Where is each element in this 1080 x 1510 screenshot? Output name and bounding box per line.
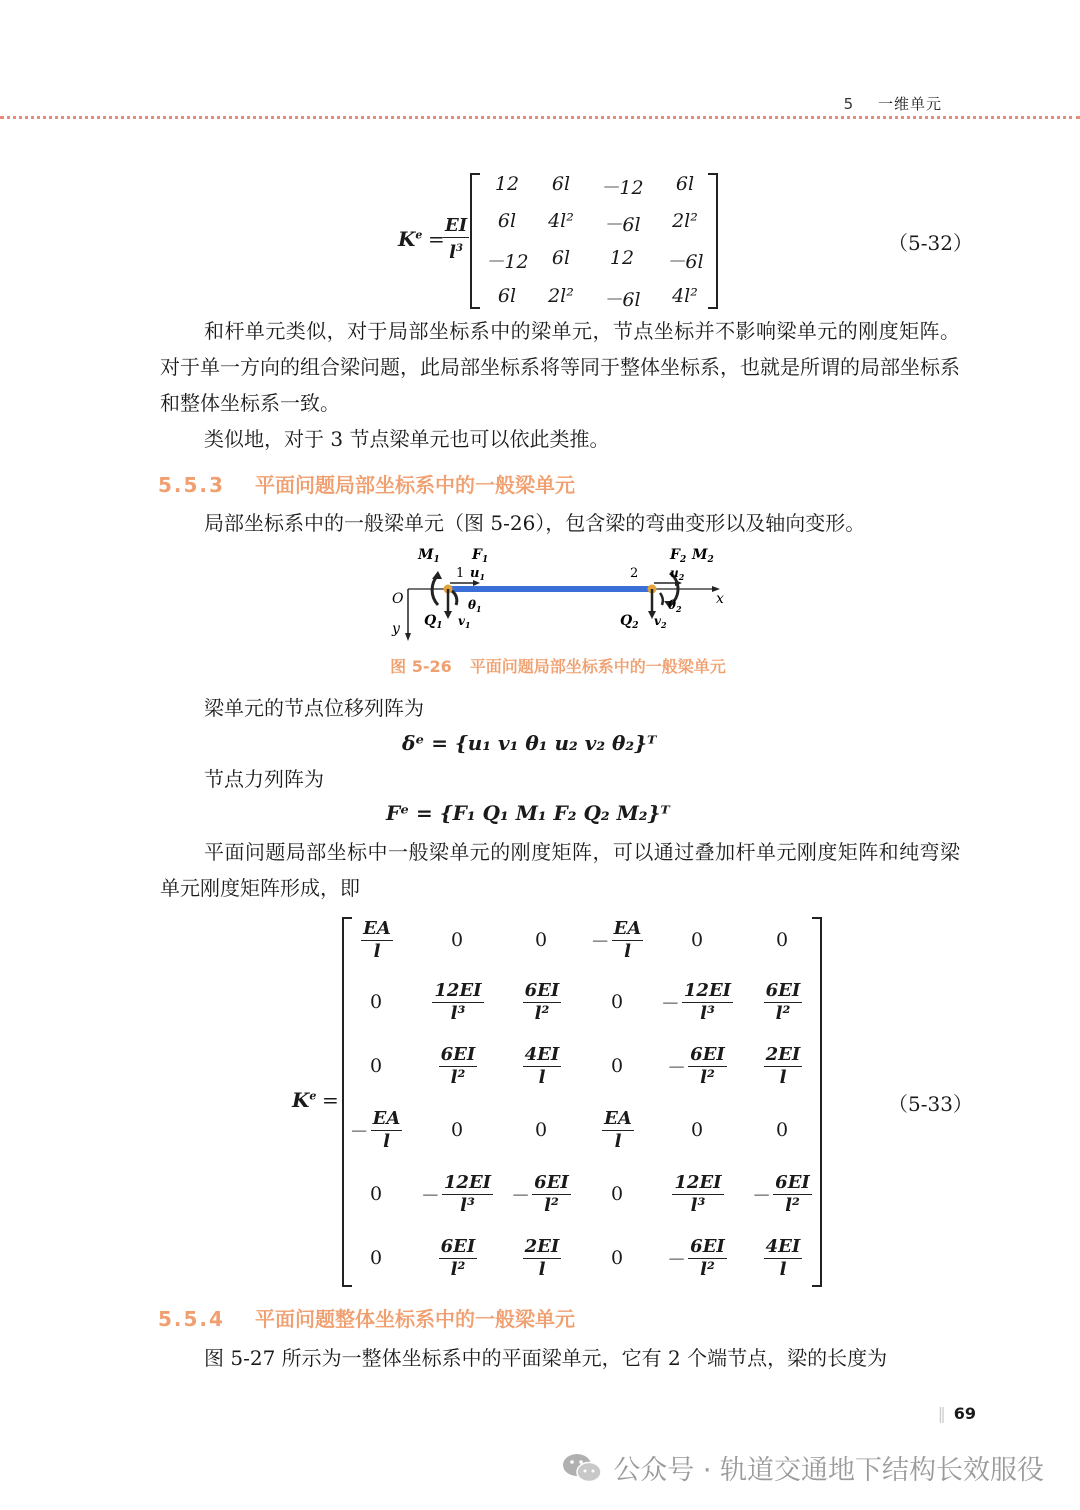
eq533-sign: －: [660, 992, 680, 1015]
wechat-icon: [561, 1450, 603, 1486]
svg-text:θ1: $\theta_1$: [468, 598, 482, 614]
eq533-fraction: $\frac{EA}{l}$: [372, 1107, 401, 1152]
eq532-cell: －6l: [666, 251, 704, 273]
eq533-cell: 0: [775, 929, 789, 951]
eq533-cell: [740, 1166, 824, 1222]
eq533-fraction: $\frac{EA}{l}$: [613, 917, 642, 962]
svg-text:y: y: [392, 621, 400, 637]
eq533-cell: 0: [450, 1119, 464, 1141]
eq532-cell: 4l²: [672, 285, 698, 307]
svg-text:F2: $F_2$: [670, 547, 687, 565]
paragraph-1: 和杆单元类似，对于局部坐标系中的梁单元，节点坐标并不影响梁单元的刚度矩阵。对于单一方向的组合梁问题，此局部坐标系将等同于整体坐标系，也就是所谓的局部坐标系和整体坐标系一致。: [160, 319, 960, 415]
eq532-lhs: $K^e$: [398, 227, 423, 251]
eq533-cell: [415, 1038, 499, 1094]
svg-text:x: x: [716, 591, 724, 607]
eq532-number: （5-32）: [888, 231, 973, 255]
eq533-cell: 0: [369, 1055, 383, 1077]
eq533-fraction: $\frac{12EI}{\text{l³}}$: [443, 1171, 492, 1216]
eq533-fraction: $\frac{12EI}{\text{l³}}$: [683, 979, 732, 1024]
equation-5-32: [0, 165, 1080, 310]
paragraph-7: 图 5-27 所示为一整体坐标系中的平面梁单元，它有 2 个端节点，梁的长度为: [204, 1346, 888, 1370]
eq533-cell: 0: [690, 929, 704, 951]
figure-5-26: [380, 543, 740, 643]
eq533-fraction: $\frac{6EI}{\text{l²}}$: [765, 979, 801, 1024]
eq533-cell: [740, 974, 824, 1030]
eq533-number: （5-33）: [888, 1092, 973, 1116]
eq533-sign: －: [590, 930, 610, 953]
svg-text:M1: $M_1$: [418, 547, 440, 565]
eq533-cell: 0: [610, 991, 624, 1013]
header-rule: [0, 116, 1080, 119]
eq533-cell: [655, 1230, 739, 1286]
eq533-cell: [740, 1230, 824, 1286]
svg-text:v2: $v_2$: [654, 614, 667, 630]
eq533-cell: [575, 1102, 659, 1158]
equation-5-33: [0, 912, 1080, 1290]
eq533-sign: －: [752, 1184, 772, 1207]
figure-5-26-caption: 图 5-26 平面问题局部坐标系中的一般梁单元: [390, 657, 726, 676]
watermark: 公众号 · 轨道交通地下结构长效服役: [561, 1448, 1044, 1487]
eq533-cell: [499, 1166, 583, 1222]
eq533-cell: [334, 1102, 418, 1158]
beam: [448, 586, 652, 592]
section-5-5-3-heading: 5.5.3 平面问题局部坐标系中的一般梁单元: [158, 473, 575, 497]
eq532-cell: 2l²: [672, 210, 698, 232]
eq533-fraction: $\frac{4EI}{l}$: [524, 1043, 560, 1088]
eq533-sign: －: [420, 1184, 440, 1207]
svg-text:F1: $F_1$: [472, 547, 489, 565]
eq532-cell: 6l: [497, 210, 517, 232]
page-number: ‖ 69: [937, 1404, 976, 1423]
eq533-sign: －: [667, 1056, 687, 1079]
eq533-cell: [499, 1230, 583, 1286]
eq533-fraction: $\frac{EA}{l}$: [604, 1107, 632, 1152]
eq533-sign: －: [511, 1184, 531, 1207]
paragraph-5: 节点力列阵为: [204, 767, 324, 791]
eq533-fraction: $\frac{6EI}{\text{l²}}$: [775, 1171, 810, 1216]
eq532-cell: 2l²: [548, 285, 574, 307]
eq533-fraction: $\frac{6EI}{\text{l²}}$: [690, 1235, 725, 1280]
displacement-vector: δᵉ = {u₁ v₁ θ₁ u₂ v₂ θ₂}ᵀ: [402, 731, 657, 755]
chapter-title: 一维单元: [877, 95, 942, 113]
eq533-cell: [499, 974, 583, 1030]
eq533-equals: =: [322, 1088, 339, 1112]
rotation-arc-2: [660, 593, 663, 605]
eq533-cell: [740, 1038, 824, 1094]
eq533-sign: －: [349, 1120, 369, 1143]
eq533-cell: [655, 1166, 739, 1222]
y-axis-arrow: [405, 633, 411, 641]
chapter-number: 5: [843, 95, 855, 113]
eq533-cell: 0: [369, 1247, 383, 1269]
eq533-cell: 0: [690, 1119, 704, 1141]
section-5-5-4-heading: 5.5.4 平面问题整体坐标系中的一般梁单元: [158, 1307, 575, 1331]
svg-text:M2: $M_2$: [692, 547, 714, 565]
eq533-cell: 0: [534, 929, 548, 951]
svg-text:1: 1: [456, 566, 465, 581]
paragraph-2: 类似地，对于 3 节点梁单元也可以依此类推。: [204, 427, 610, 451]
eq533-cell: 0: [369, 1183, 383, 1205]
eq532-cell: 6l: [497, 285, 517, 307]
eq533-cell: 0: [450, 929, 464, 951]
svg-text:O: O: [392, 591, 404, 607]
eq533-cell: 0: [534, 1119, 548, 1141]
eq533-fraction: $\frac{6EI}{\text{l²}}$: [440, 1235, 476, 1280]
eq533-fraction: $\frac{EA}{l}$: [363, 917, 391, 962]
eq532-cell: －6l: [603, 214, 641, 236]
eq533-fraction: $\frac{6EI}{\text{l²}}$: [524, 979, 560, 1024]
eq533-fraction: $\frac{12EI}{\text{l³}}$: [674, 1171, 722, 1216]
svg-text:Q2: $Q_2$: [620, 613, 639, 631]
eq533-cell: [415, 1166, 499, 1222]
eq533-fraction: $\frac{6EI}{\text{l²}}$: [440, 1043, 476, 1088]
eq533-fraction: $\frac{2EI}{l}$: [765, 1043, 801, 1088]
eq532-factor: $\frac{EI}{l^3}$: [445, 215, 468, 263]
svg-text:u2: $u_2$: [670, 566, 685, 582]
eq532-cell: －6l: [603, 289, 641, 311]
eq533-cell: 0: [610, 1055, 624, 1077]
eq533-fraction: $\frac{2EI}{l}$: [524, 1235, 560, 1280]
eq533-cell: [499, 1038, 583, 1094]
running-header: [844, 93, 942, 114]
svg-text:u1: $u_1$: [470, 566, 486, 582]
eq533-cell: [334, 912, 418, 968]
eq533-sign: －: [667, 1248, 687, 1271]
eq532-cell: 4l²: [548, 210, 574, 232]
svg-text:2: 2: [630, 566, 639, 581]
paragraph-3: 局部坐标系中的一般梁单元（图 5-26），包含梁的弯曲变形以及轴向变形。: [204, 511, 866, 535]
eq533-cell: [415, 974, 499, 1030]
eq533-fraction: $\frac{12EI}{\text{l³}}$: [434, 979, 482, 1024]
eq533-cell: [575, 912, 659, 968]
svg-text:θ2: $\theta_2$: [668, 598, 682, 614]
eq532-cell: －12: [600, 177, 644, 199]
eq532-cell: －12: [485, 251, 529, 273]
eq533-fraction: $\frac{6EI}{\text{l²}}$: [690, 1043, 725, 1088]
eq533-fraction: $\frac{4EI}{l}$: [765, 1235, 801, 1280]
eq533-cell: 0: [610, 1183, 624, 1205]
eq532-equals: =: [428, 227, 445, 251]
eq533-cell: 0: [369, 991, 383, 1013]
svg-text:v1: $v_1$: [458, 614, 471, 630]
eq533-cell: [415, 1230, 499, 1286]
eq532-cell: 6l: [551, 247, 571, 269]
eq533-lhs: $K^e$: [292, 1088, 317, 1112]
eq533-cell: [655, 974, 739, 1030]
svg-text:Q1: $Q_1$: [424, 613, 443, 631]
eq533-cell: 0: [775, 1119, 789, 1141]
rotation-arc-1: [452, 591, 457, 605]
eq532-cell: 6l: [551, 173, 571, 195]
eq533-fraction: $\frac{6EI}{\text{l²}}$: [534, 1171, 569, 1216]
eq533-cell: 0: [610, 1247, 624, 1269]
moment-arc-1: [432, 575, 438, 605]
paragraph-6: 平面问题局部坐标中一般梁单元的刚度矩阵，可以通过叠加杆单元刚度矩阵和纯弯梁单元刚度矩阵形成，即: [160, 840, 960, 900]
eq532-cell: 12: [609, 247, 635, 269]
eq532-cell: 6l: [675, 173, 695, 195]
eq532-cell: 12: [494, 173, 520, 195]
eq533-cell: [655, 1038, 739, 1094]
force-vector: Fᵉ = {F₁ Q₁ M₁ F₂ Q₂ M₂}ᵀ: [386, 801, 670, 825]
paragraph-4: 梁单元的节点位移列阵为: [204, 696, 424, 720]
